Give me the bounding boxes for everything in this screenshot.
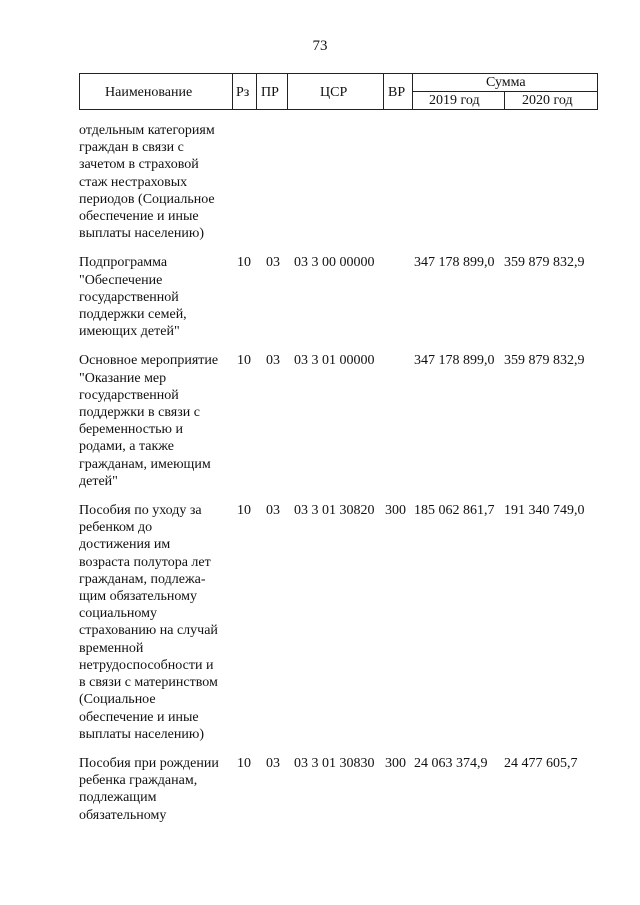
header-divider [287,73,288,110]
row-sum-2020: 359 879 832,9 [504,353,585,369]
header-2019: 2019 год [429,93,480,108]
row-rz: 10 [237,503,251,519]
row-sum-2019: 347 178 899,0 [414,353,495,369]
row-vr: 300 [385,755,406,771]
row-rz: 10 [237,255,251,271]
row-sum-2020: 24 477 605,7 [504,755,578,771]
table-row [79,352,604,490]
header-left-border [79,73,80,110]
row-sum-2019: 185 062 861,7 [414,503,495,519]
row-rz: 10 [237,755,251,771]
header-bottom-border [79,109,598,110]
row-pr: 03 [266,353,280,369]
header-csr: ЦСР [320,85,348,100]
table-row [79,755,604,824]
header-pr: ПР [261,85,279,100]
row-vr: 300 [385,503,406,519]
table-row [79,502,604,743]
row-name: отдельным категориям граждан в связи с зачетом в страховой стаж нестраховых периодов (Социальное обеспечение и иные выплаты населению) [79,123,215,242]
header-sum: Сумма [486,75,526,90]
header-top-border [79,73,598,74]
header-name: Наименование [105,85,193,100]
row-name: Пособия при рождении ребенка гражданам, подлежащим обязательному [79,755,219,823]
row-sum-2020: 191 340 749,0 [504,503,585,519]
row-csr: 03 3 01 30820 [294,503,375,519]
header-vr: ВР [388,85,406,100]
header-divider [504,91,505,110]
row-sum-2019: 24 063 374,9 [414,755,488,771]
header-divider [383,73,384,110]
row-csr: 03 3 01 00000 [294,353,375,369]
row-sum-2020: 359 879 832,9 [504,255,585,271]
header-2020: 2020 год [522,93,573,108]
header-divider [256,73,257,110]
table-header [79,73,598,110]
table-row [79,254,604,340]
row-name: Подпрограмма "Обеспечение государственной поддержки семей, имеющих детей" [79,255,187,340]
row-name: Основное мероприятие "Оказание мер государственной поддержки в связи с беременностью и родами, а также гражданам, имеющим детей" [79,353,219,489]
row-name: Пособия по уходу за ребенком до достижения им возраста полутора лет гражданам, подлежа- щим обязательному социальному страхованию на случай временной нетрудоспособности и в связи с материнством (Социальное обеспечение и иные выплаты населению) [79,503,218,742]
row-csr: 03 3 00 00000 [294,255,375,271]
header-rz: Рз [236,85,250,100]
table-body [79,122,604,836]
row-pr: 03 [266,755,280,771]
row-pr: 03 [266,255,280,271]
row-rz: 10 [237,353,251,369]
row-csr: 03 3 01 30830 [294,755,375,771]
row-sum-2019: 347 178 899,0 [414,255,495,271]
table-row [79,122,604,242]
page-number: 73 [312,38,328,54]
header-divider [232,73,233,110]
row-pr: 03 [266,503,280,519]
header-sum-divider [412,91,598,92]
